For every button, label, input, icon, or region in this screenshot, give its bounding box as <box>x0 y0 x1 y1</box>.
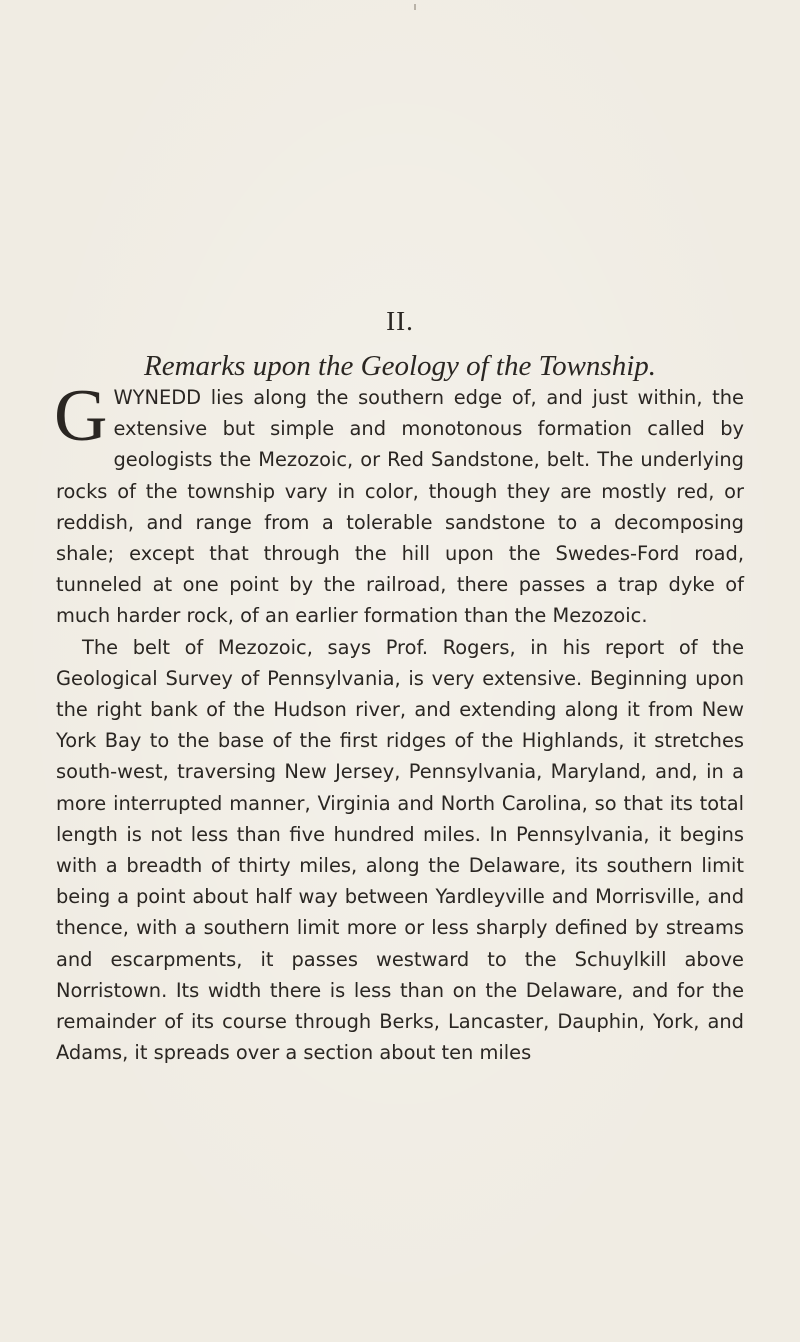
drop-cap: G <box>54 375 108 457</box>
section-number: II. <box>386 306 414 336</box>
section-title: Remarks upon the Geology of the Township. <box>143 350 657 382</box>
paragraph-1 <box>54 375 744 632</box>
page-mark <box>414 4 416 10</box>
paragraph-2 <box>56 632 744 1069</box>
paragraph-1-text: WYNEDD lies along the southern edge of, and just within, the extensive but simple and monotonous formation called by geologists the Mezozoic, or Red Sandstone, belt. The underlying rocks of the township vary in color, though they are mostly red, or reddish, and range from a tolerable sandstone to a decomposing shale; except that through the hill upon the Swedes-Ford road, tunneled at one point by the railroad, there passes a trap dyke of much harder rock, of an earlier formation than the Mezozoic. <box>56 386 744 628</box>
paragraph-2-text: The belt of Mezozoic, says Prof. Rogers, in his report of the Geological Survey of Pennsylvania, is very extensive. Beginning upon the right bank of the Hudson river, and extending along it from New York Bay to the base of the first ridges of the Highlands, it stretches south-west, traversing New Jersey, Pennsylvania, Maryland, and, in a more interrupted manner, Virginia and North Carolina, so that its total length is not less than five hundred miles. In Pennsylvania, it begins with a breadth of thirty miles, along the Delaware, its southern limit being a point about half way between Yardleyville and Morrisville, and thence, with a southern limit more or less sharply defined by streams and escarpments, it passes westward to the Schuylkill above Norristown. Its width there is less than on the Delaware, and for the remainder of its course through Berks, Lancaster, Dauphin, York, and Adams, it spreads over a section about ten miles <box>56 635 744 1065</box>
body-text <box>54 375 744 1068</box>
